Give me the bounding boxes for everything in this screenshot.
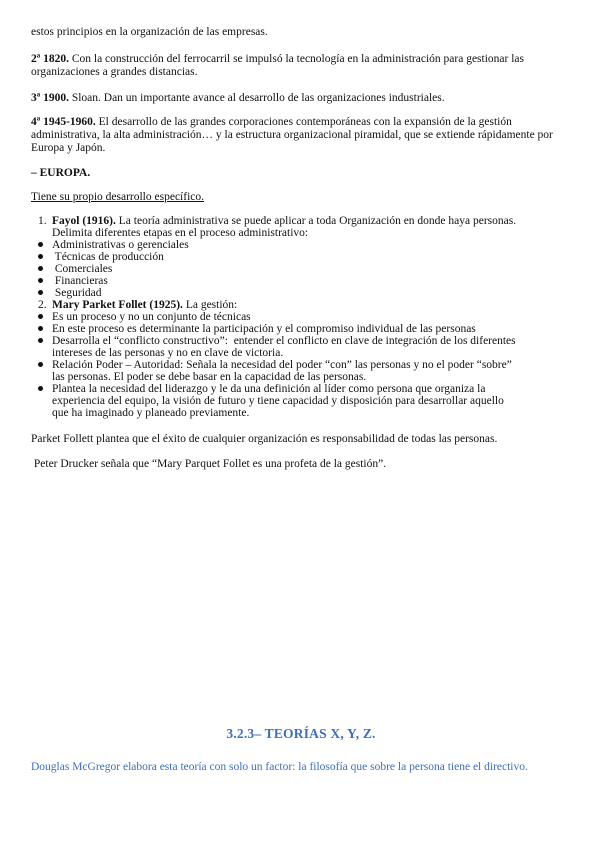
bullet-icon [38,311,46,319]
list-item-text: intereses de las personas y no en clave de victoria. [52,347,284,359]
fayol-label: Fayol (1916). [52,215,116,227]
list-number: 2. [38,299,47,311]
list-item-text: experiencia del equipo, la visión de futuro y tiene capacidad y disposición para desarrollar aquello [52,395,504,407]
milestone-text: El desarrollo de las grandes corporaciones contemporáneas con la expansión de la gestión administrativa, la alta administración… y la estructura organizacional piramidal, que se extiende rápidamente por Europa y Japón. [31,116,553,154]
milestone-1900 [31,92,445,105]
paragraph-drucker: Peter Drucker señala que “Mary Parquet Follet es una profeta de la gestión”. [31,458,387,470]
bullet-icon [38,323,46,331]
list-item-text: las personas. El poder se debe basar en la capacidad de las personas. [52,371,367,383]
bullet-icon [38,239,46,247]
list-item-text: Es un proceso y no un conjunto de técnicas [52,311,251,323]
paragraph-follett: Parket Follett plantea que el éxito de cualquier organización es responsabilidad de todas las personas. [31,433,498,445]
list-item-text: Técnicas de producción [52,251,164,263]
follett-label: Mary Parket Follet (1925). [52,299,183,311]
bullet-icon [38,263,46,271]
fayol-text-line1: La teoría administrativa se puede aplicar a toda Organización en donde haya personas. [115,215,517,227]
follett-text [52,299,572,311]
follett-text-body: La gestión: [182,299,238,311]
list-item-text: que ha imaginado y planeado previamente. [52,407,250,419]
milestone-label: 3ª 1900. [31,92,69,104]
bullet-icon [38,251,46,259]
list-item-text: En este proceso es determinante la participación y el compromiso individual de las personas [52,323,476,335]
bullet-icon [38,335,46,343]
list-item-text: Financieras [52,275,108,287]
europe-subheading: Tiene su propio desarrollo específico. [31,191,204,203]
europe-heading: – EUROPA. [31,167,91,179]
list-item-text: Seguridad [52,287,102,299]
list-item-text: Plantea la necesidad del liderazgo y le da una definición al líder como persona que organiza la [52,383,486,395]
list-item-text: Relación Poder – Autoridad: Señala la necesidad del poder “con” las personas y no el poder “sobre” [52,359,512,371]
milestone-text: Con la construcción del ferrocarril se impulsó la tecnología en la administración para gestionar las organizaciones a grandes distancias. [31,53,525,78]
bullet-icon [38,287,46,295]
milestone-label: 4ª 1945-1960. [31,116,96,128]
list-number: 1. [38,215,47,227]
bullet-icon [38,383,46,391]
milestone-text: Sloan. Dan un importante avance al desarrollo de las organizaciones industriales. [68,92,445,104]
intro-line: estos principios en la organización de las empresas. [31,26,268,38]
list-item-text: Administrativas o gerenciales [52,239,189,251]
list-item-text: Comerciales [52,263,113,275]
section-paragraph: Douglas McGregor elabora esta teoría con solo un factor: la filosofía que sobre la persona tiene el directivo. [31,761,528,773]
milestone-1820 [31,53,566,79]
bullet-icon [38,359,46,367]
fayol-text [52,215,572,227]
bullet-icon [38,275,46,283]
milestone-1945 [31,116,566,155]
list-item-text: Desarrolla el “conflicto constructivo”: entender el conflicto en clave de integración de los diferentes [52,335,516,347]
fayol-text-line2: Delimita diferentes etapas en el proceso administrativo: [52,227,309,239]
milestone-label: 2ª 1820. [31,53,69,65]
section-heading: 3.2.3– TEORÍAS X, Y, Z. [226,726,376,741]
